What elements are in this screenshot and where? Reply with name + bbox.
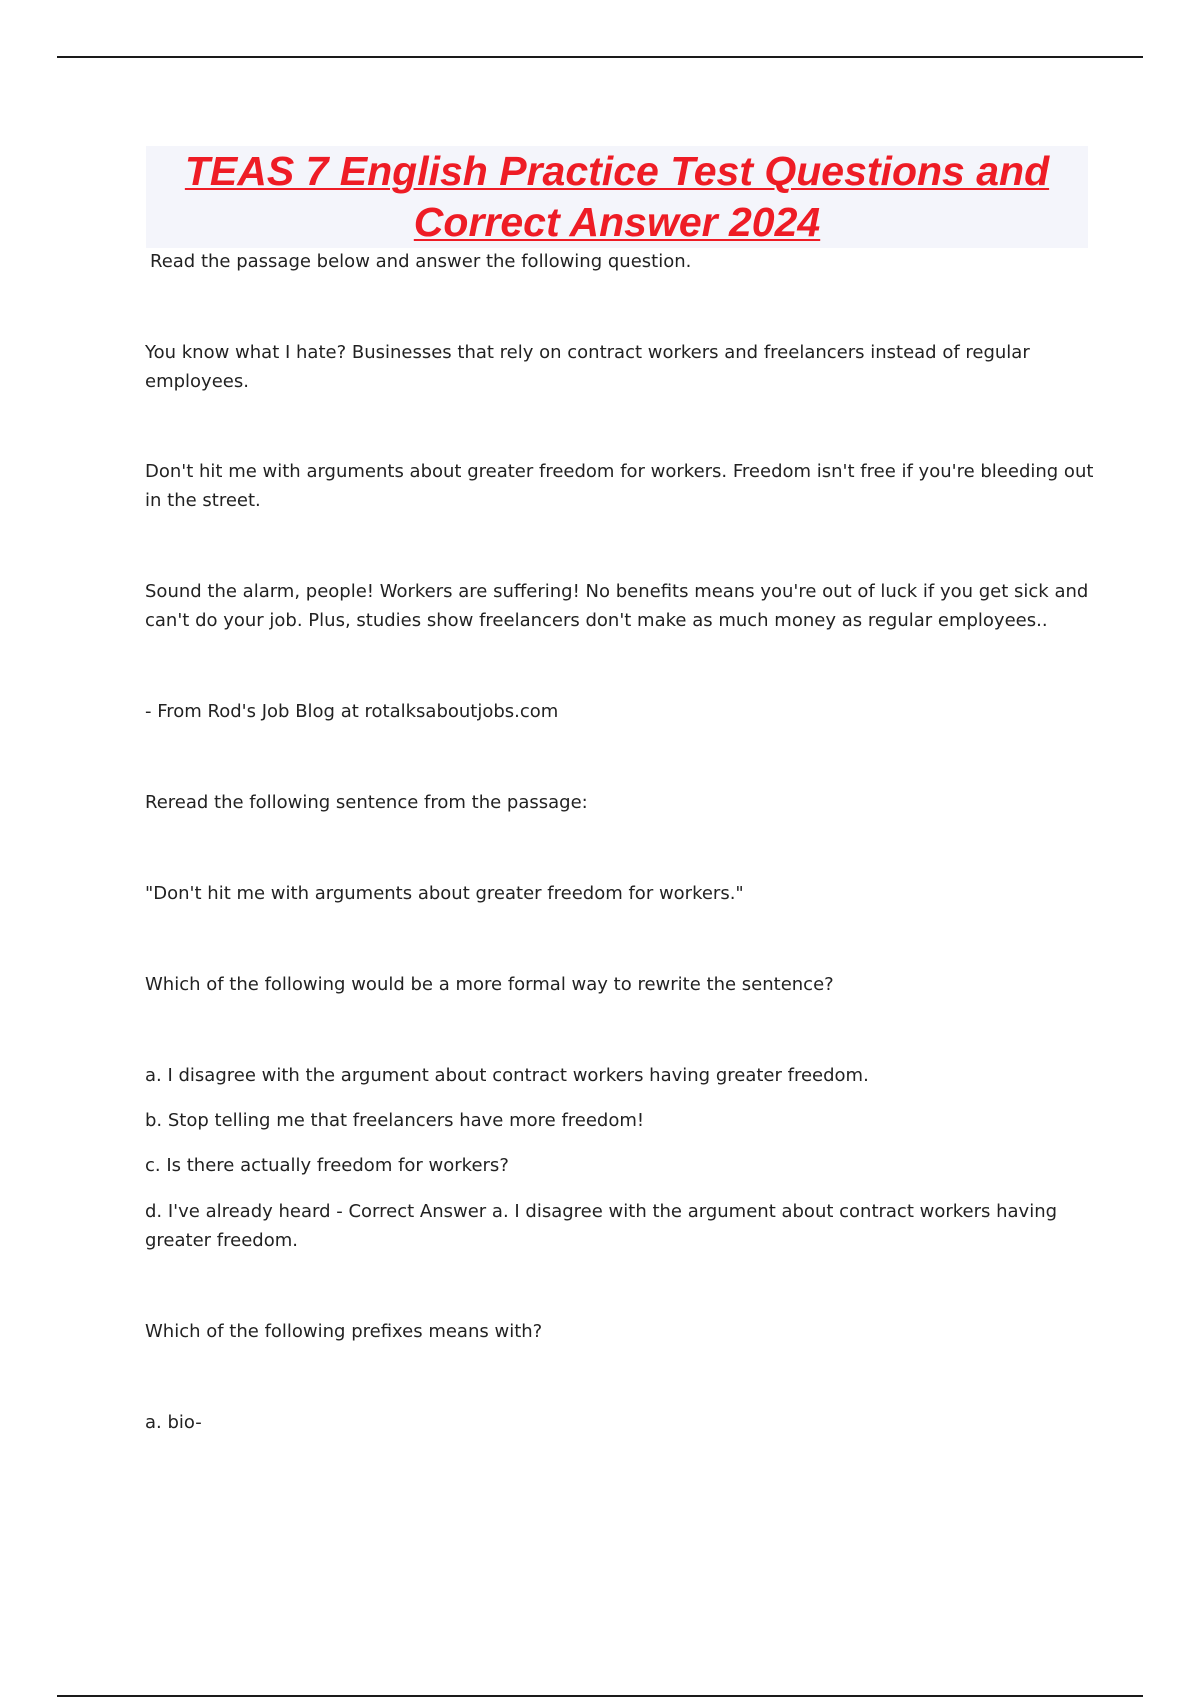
question-text: Which of the following prefixes means with? (145, 1321, 543, 1342)
quoted-sentence: "Don't hit me with arguments about greater freedom for workers." (145, 883, 744, 904)
instruction-text: Read the passage below and answer the following question. (150, 251, 692, 272)
passage-paragraph: Sound the alarm, people! Workers are suffering! No benefits means you're out of luck if you get sick and can't do your job. Plus, studies show freelancers don't make as much money as regular employees.. (145, 581, 1089, 631)
passage-source: - From Rod's Job Blog at rotalksaboutjobs.com (145, 701, 559, 722)
passage-paragraph: Don't hit me with arguments about greater freedom for workers. Freedom isn't free if you're bleeding out in the street. (145, 461, 1094, 511)
passage-paragraph: You know what I hate? Businesses that rely on contract workers and freelancers instead of regular employees. (145, 342, 1030, 392)
answer-option-b: b. Stop telling me that freelancers have more freedom! (145, 1110, 645, 1131)
answer-option-a: a. I disagree with the argument about contract workers having greater freedom. (145, 1065, 869, 1086)
answer-option-c: c. Is there actually freedom for workers? (145, 1155, 509, 1176)
question-text: Which of the following would be a more formal way to rewrite the sentence? (145, 974, 834, 995)
top-rule (57, 56, 1143, 58)
question-prompt: Reread the following sentence from the passage: (145, 792, 588, 813)
answer-option-a: a. bio- (145, 1412, 202, 1433)
bottom-rule (57, 1695, 1143, 1697)
answer-option-d: d. I've already heard - Correct Answer a. I disagree with the argument about contract workers having greater freedom. (145, 1201, 1058, 1251)
document-title: TEAS 7 English Practice Test Questions and Correct Answer 2024 (184, 148, 1050, 245)
title-box (146, 146, 1088, 248)
